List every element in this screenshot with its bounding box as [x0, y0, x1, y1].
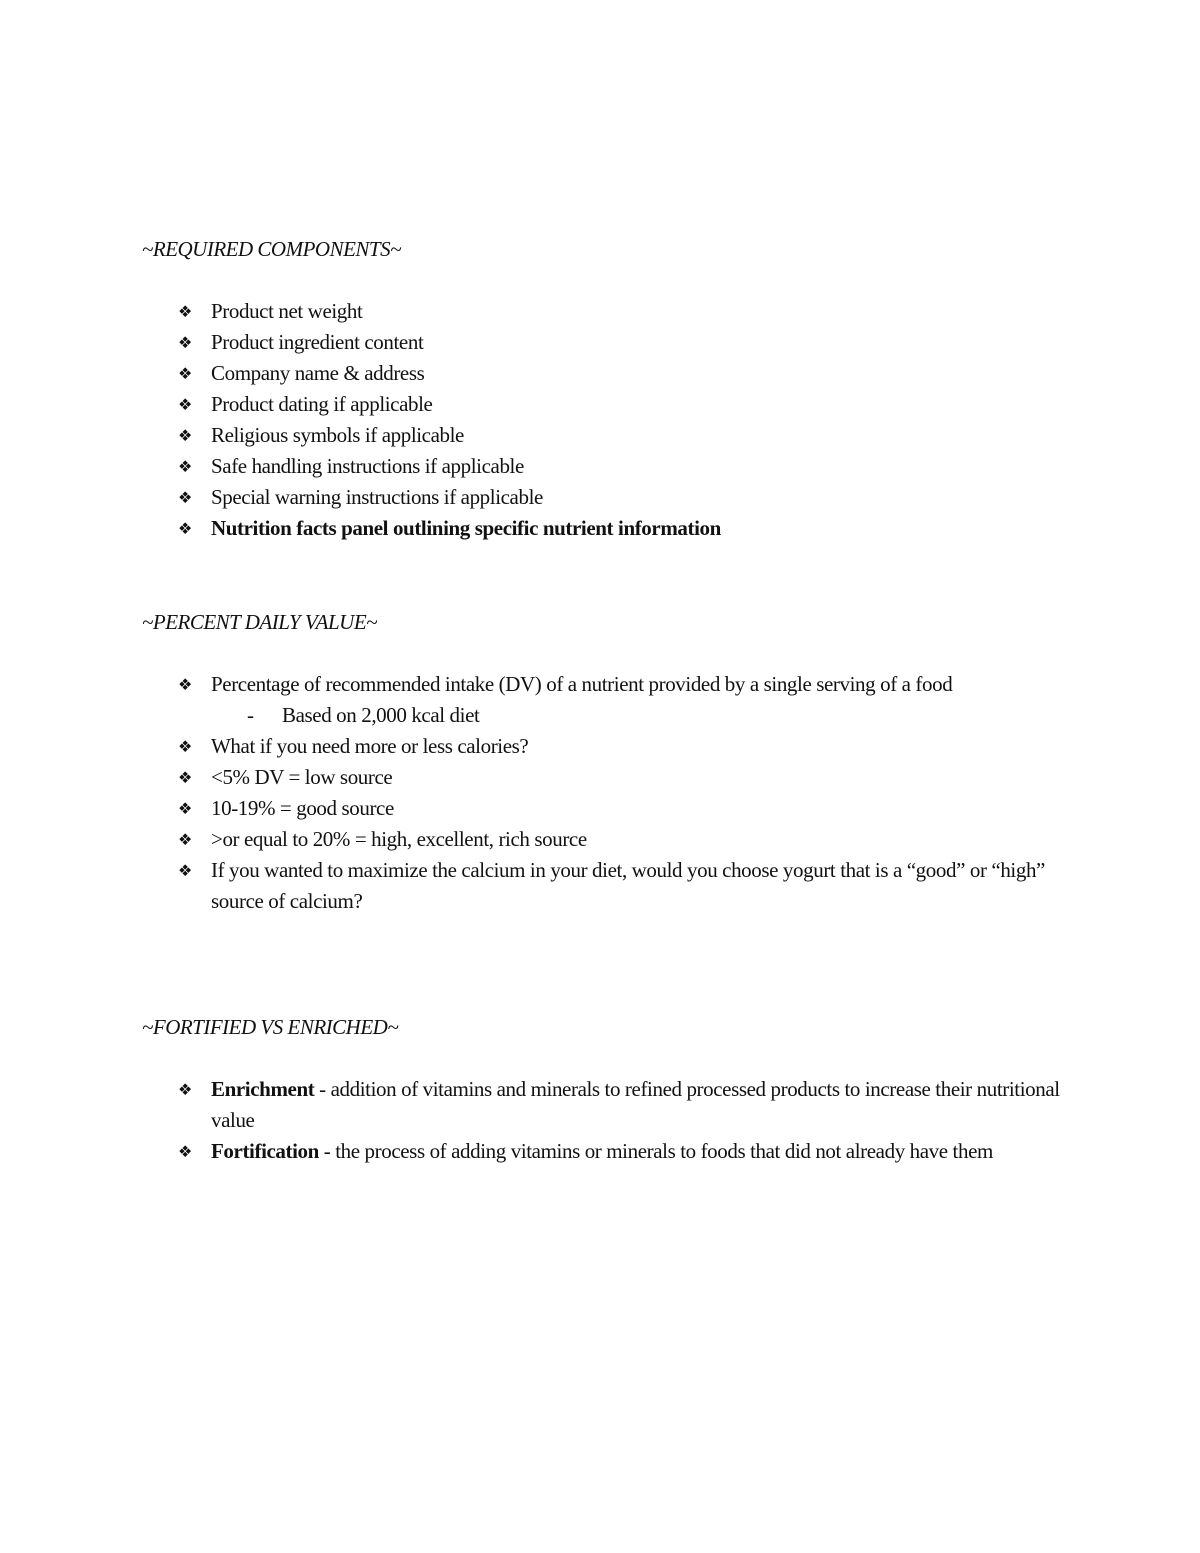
- list-item: ❖ If you wanted to maximize the calcium in your diet, would you choose yogurt that is a “good” or “high” source of calcium?: [142, 855, 1082, 917]
- diamond-bullet-icon: ❖: [178, 395, 192, 414]
- list-item: ❖ Company name & address: [142, 358, 1082, 389]
- definition-fortification: - the process of adding vitamins or minerals to foods that did not already have them: [318, 1139, 993, 1163]
- list-item: ❖ Product ingredient content: [142, 327, 1082, 358]
- diamond-bullet-icon: ❖: [178, 675, 192, 694]
- list-item: ❖ 10-19% = good source: [142, 793, 1082, 824]
- diamond-bullet-icon: ❖: [178, 364, 192, 383]
- section-required-components: [142, 234, 1082, 544]
- list-item: ❖ What if you need more or less calories?: [142, 731, 1082, 762]
- diamond-bullet-icon: ❖: [178, 519, 192, 538]
- list-item: ❖ Product net weight: [142, 296, 1082, 327]
- definition-enrichment: - addition of vitamins and minerals to refined processed products to increase their nutritional value: [211, 1077, 1060, 1132]
- bullet-list: [142, 1074, 1082, 1167]
- section-percent-daily-value: [142, 607, 1082, 917]
- diamond-bullet-icon: ❖: [178, 768, 192, 787]
- diamond-bullet-icon: ❖: [178, 302, 192, 321]
- diamond-bullet-icon: ❖: [178, 457, 192, 476]
- list-item: ❖ <5% DV = low source: [142, 762, 1082, 793]
- term-fortification: Fortification: [211, 1139, 319, 1163]
- diamond-bullet-icon: ❖: [178, 737, 192, 756]
- list-item: ❖ Special warning instructions if applicable: [142, 482, 1082, 513]
- list-item: ❖ Product dating if applicable: [142, 389, 1082, 420]
- diamond-bullet-icon: ❖: [178, 488, 192, 507]
- list-item: ❖ Percentage of recommended intake (DV) of a nutrient provided by a single serving of a food: [142, 669, 1082, 700]
- list-item: [142, 1074, 1082, 1136]
- diamond-bullet-icon: ❖: [178, 830, 192, 849]
- list-item: ❖ Safe handling instructions if applicable: [142, 451, 1082, 482]
- section-fortified-vs-enriched: [142, 1012, 1082, 1167]
- list-item: [142, 1136, 1082, 1167]
- bullet-list: [142, 669, 1082, 917]
- diamond-bullet-icon: ❖: [178, 1142, 192, 1161]
- section-heading: ~FORTIFIED VS ENRICHED~: [142, 1015, 399, 1039]
- dash-marker: -: [247, 703, 254, 727]
- diamond-bullet-icon: ❖: [178, 1080, 192, 1099]
- section-heading: ~REQUIRED COMPONENTS~: [142, 237, 401, 261]
- diamond-bullet-icon: ❖: [178, 861, 192, 880]
- sub-list-item: - Based on 2,000 kcal diet: [142, 700, 1082, 731]
- section-heading: ~PERCENT DAILY VALUE~: [142, 610, 378, 634]
- diamond-bullet-icon: ❖: [178, 799, 192, 818]
- diamond-bullet-icon: ❖: [178, 333, 192, 352]
- diamond-bullet-icon: ❖: [178, 426, 192, 445]
- list-item-highlighted: ❖ Nutrition facts panel outlining specific nutrient information: [142, 513, 1082, 544]
- list-item: ❖ Religious symbols if applicable: [142, 420, 1082, 451]
- list-item: ❖ >or equal to 20% = high, excellent, rich source: [142, 824, 1082, 855]
- bullet-list: [142, 296, 1082, 544]
- term-enrichment: Enrichment: [211, 1077, 315, 1101]
